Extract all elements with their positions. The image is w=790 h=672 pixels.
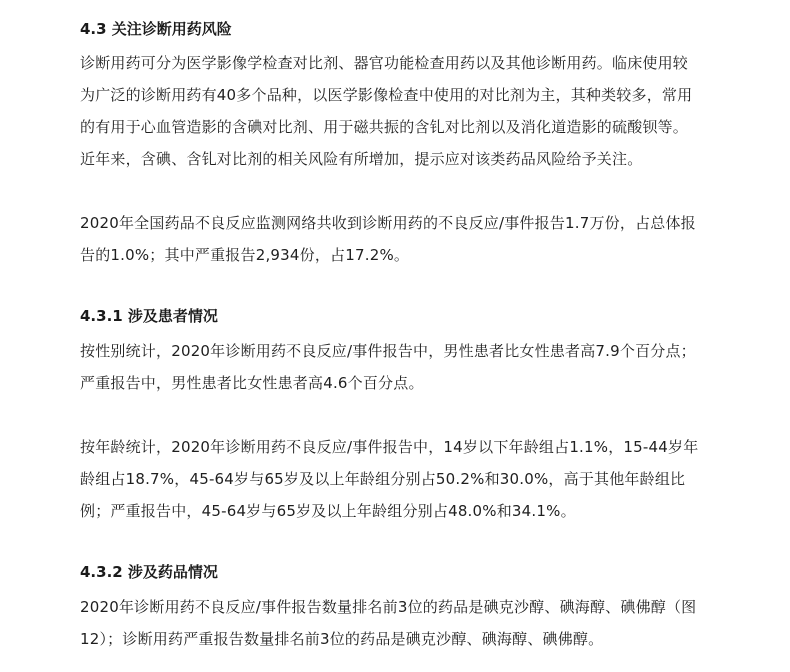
paragraph-line: 告的1.0%；其中严重报告2,934份，占17.2%。 [80, 246, 410, 264]
paragraph-line: 严重报告中，男性患者比女性患者高4.6个百分点。 [80, 374, 424, 392]
paragraph-age-statistics [80, 431, 698, 527]
paragraph-line: 近年来，含碘、含钆对比剂的相关风险有所增加，提示应对该类药品风险给予关注。 [80, 150, 643, 168]
paragraph-line: 例；严重报告中，45-64岁与65岁及以上年龄组分别占48.0%和34.1%。 [80, 502, 576, 520]
paragraph-line: 龄组占18.7%，45-64岁与65岁及以上年龄组分别占50.2%和30.0%，高于其他年龄组比 [80, 470, 686, 488]
paragraph-diagnostic-drug-overview [80, 47, 692, 175]
paragraph-drug-ranking [80, 591, 696, 655]
paragraph-line: 诊断用药可分为医学影像学检查对比剂、器官功能检查用药以及其他诊断用药。临床使用较 [80, 54, 689, 72]
paragraph-report-statistics [80, 207, 696, 271]
section-heading-4-3-2: 4.3.2 涉及药品情况 [80, 563, 218, 581]
section-heading-4-3: 4.3 关注诊断用药风险 [80, 20, 232, 38]
paragraph-line: 按年龄统计，2020年诊断用药不良反应/事件报告中，14岁以下年龄组占1.1%，15-44岁年 [80, 438, 699, 456]
paragraph-line: 12）；诊断用药严重报告数量排名前3位的药品是碘克沙醇、碘海醇、碘佛醇。 [80, 630, 604, 648]
paragraph-line: 2020年诊断用药不良反应/事件报告数量排名前3位的药品是碘克沙醇、碘海醇、碘佛醇（图 [80, 598, 697, 616]
paragraph-line: 为广泛的诊断用药有40多个品种，以医学影像检查中使用的对比剂为主，其种类较多，常用 [80, 86, 693, 104]
paragraph-line: 2020年全国药品不良反应监测网络共收到诊断用药的不良反应/事件报告1.7万份，占总体报 [80, 214, 696, 232]
paragraph-gender-statistics [80, 335, 696, 399]
paragraph-line: 按性别统计，2020年诊断用药不良反应/事件报告中，男性患者比女性患者高7.9个百分点； [80, 342, 696, 360]
paragraph-line: 的有用于心血管造影的含碘对比剂、用于磁共振的含钆对比剂以及消化道造影的硫酸钡等。 [80, 118, 689, 136]
section-heading-4-3-1: 4.3.1 涉及患者情况 [80, 307, 218, 325]
